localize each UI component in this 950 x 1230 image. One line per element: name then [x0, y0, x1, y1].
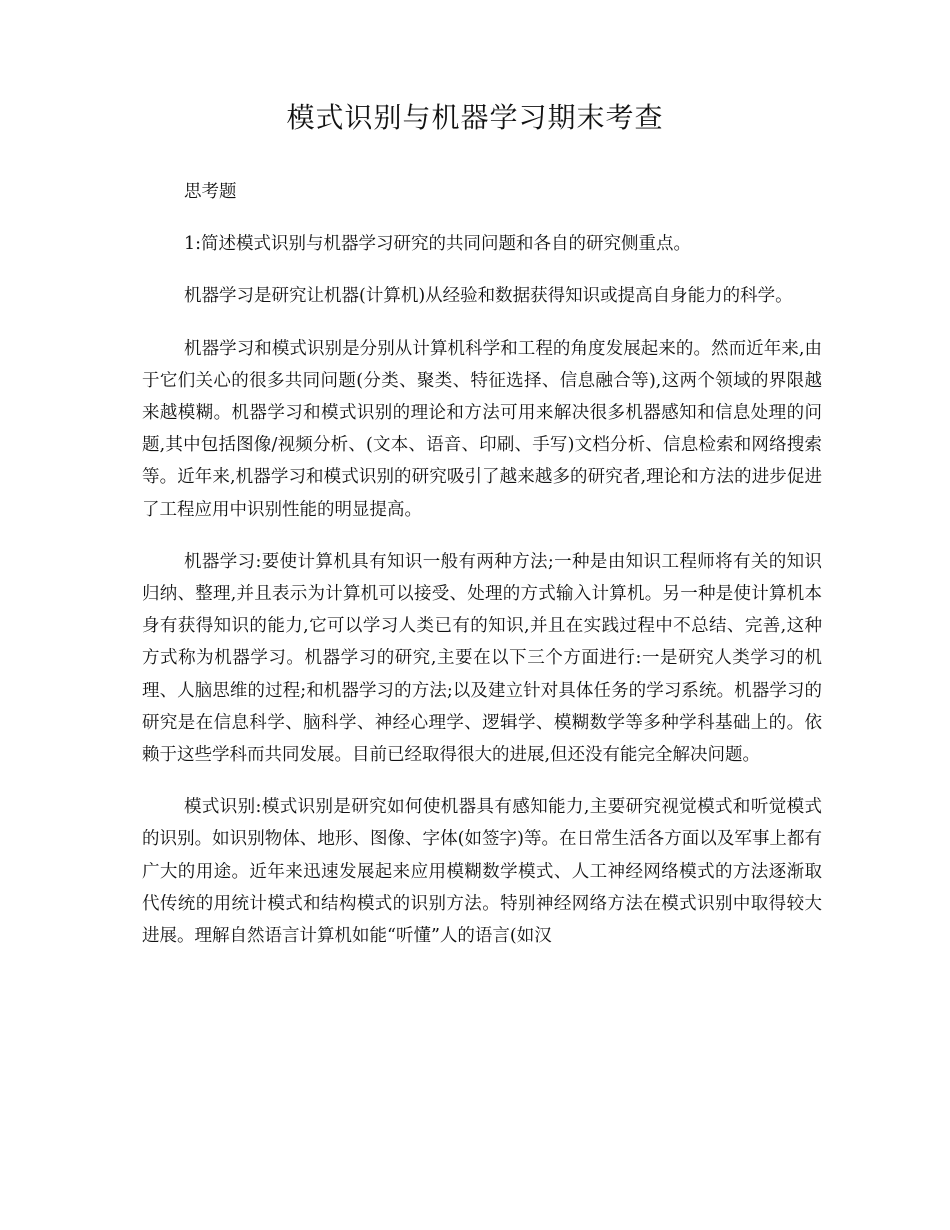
paragraph-machine-learning: 机器学习:要使计算机具有知识一般有两种方法;一种是由知识工程师将有关的知识归纳、整理,并且表示为计算机可以接受、处理的方式输入计算机。另一种是使计算机本身有获得知识的能力,它可以学习人类已有的知识,并且在实践过程中不总结、完善,这种方式称为机器学习。机器学习的研究,主要在以下三个方面进行:一是研究人类学习的机理、人脑思维的过程;和机器学习的方法;以及建立针对具体任务的学习系统。机器学习的研究是在信息科学、脑科学、神经心理学、逻辑学、模糊数学等多种学科基础上的。依赖于这些学科而共同发展。目前已经取得很大的进展,但还没有能完全解决问题。 — [142, 551, 822, 766]
paragraph-pattern-recognition: 模式识别:模式识别是研究如何使机器具有感知能力,主要研究视觉模式和听觉模式的识别。如识别物体、地形、图像、字体(如签字)等。在日常生活各方面以及军事上都有广大的用途。近年来迅速发展起来应用模糊数学模式、人工神经网络模式的方法逐渐取代传统的用统计模式和结构模式的识别方法。特别神经网络方法在模式识别中取得较大进展。理解自然语言计算机如能“听懂”人的语言(如汉 — [142, 797, 822, 947]
paragraph-ml-definition: 机器学习是研究让机器(计算机)从经验和数据获得知识或提高自身能力的科学。 — [184, 286, 793, 307]
document-title: 模式识别与机器学习期末考查 — [286, 101, 664, 134]
section-heading: 思考题 — [184, 182, 237, 202]
question-text: 1:简述模式识别与机器学习研究的共同问题和各自的研究侧重点。 — [184, 234, 692, 255]
paragraph-ml-pr-relation: 机器学习和模式识别是分别从计算机科学和工程的角度发展起来的。然而近年来,由于它们关心的很多共同问题(分类、聚类、特征选择、信息融合等),这两个领域的界限越来越模糊。机器学习和模式识别的理论和方法可用来解决很多机器感知和信息处理的问题,其中包括图像/视频分析、(文本、语音、印刷、手写)文档分析、信息检索和网络搜索等。近年来,机器学习和模式识别的研究吸引了越来越多的研究者,理论和方法的进步促进了工程应用中识别性能的明显提高。 — [142, 338, 822, 520]
document-body — [142, 176, 822, 972]
